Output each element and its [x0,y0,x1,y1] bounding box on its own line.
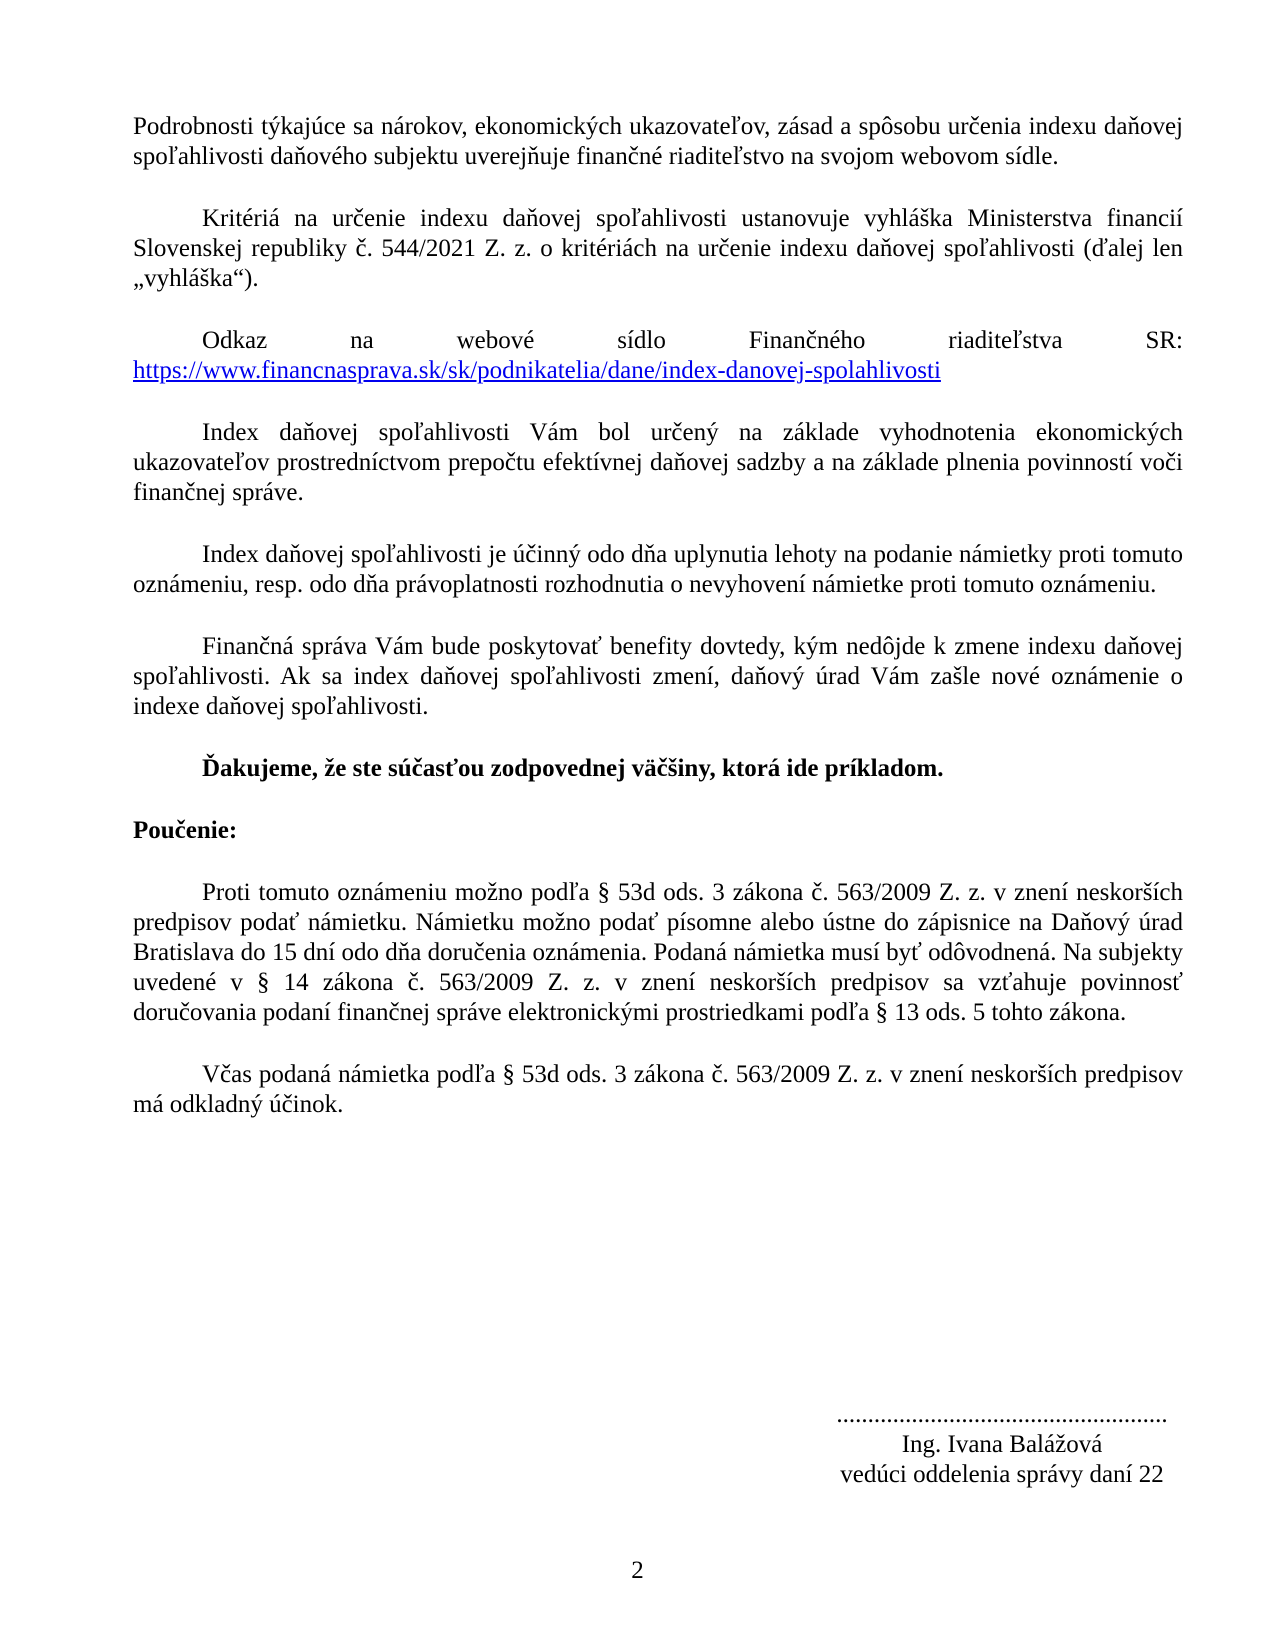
signature-role: vedúci oddelenia správy daní 22 [840,1461,1164,1488]
paragraph-odkaz [133,326,1183,386]
paragraph-index-ucinny: Index daňovej spoľahlivosti je účinný odo dňa uplynutia lehoty na podanie námietky proti tomuto oznámeniu, resp. odo dňa právoplatnosti rozhodnutia o nevyhovení námietke proti tomuto oznámeniu. [133,541,1183,598]
signature-dotted-line: ..................................................... [836,1401,1168,1428]
paragraph-poucenie-2: Včas podaná námietka podľa § 53d ods. 3 zákona č. 563/2009 Z. z. v znení neskorších predpisov má odkladný účinok. [133,1061,1183,1118]
signature-block [821,1400,1183,1490]
paragraph-podrobnosti: Podrobnosti týkajúce sa nárokov, ekonomických ukazovateľov, zásad a spôsobu určenia indexu daňovej spoľahlivosti daňového subjektu uverejňuje finančné riaditeľstvo na svojom webovom sídle. [133,113,1183,170]
paragraph-odkaz-prefix: Odkaz na webové sídlo Finančného riaditeľstva SR: [202,327,1183,354]
paragraph-kriteria: Kritériá na určenie indexu daňovej spoľahlivosti ustanovuje vyhláška Ministerstva financií Slovenskej republiky č. 544/2021 Z. z. o kritériách na určenie indexu daňovej spoľahlivosti (ďalej len „vyhláška“). [133,205,1183,292]
paragraph-benefity: Finančná správa Vám bude poskytovať benefity dovtedy, kým nedôjde k zmene indexu daňovej spoľahlivosti. Ak sa index daňovej spoľahlivosti zmení, daňový úrad Vám zašle nové oznámenie o indexe daňovej spoľahlivosti. [133,633,1183,720]
signature-name: Ing. Ivana Balážová [901,1431,1103,1458]
heading-poucenie: Poučenie: [133,817,238,844]
paragraph-thanks: Ďakujeme, že ste súčasťou zodpovednej väčšiny, ktorá ide príkladom. [202,755,944,782]
paragraph-poucenie-1: Proti tomuto oznámeniu možno podľa § 53d ods. 3 zákona č. 563/2009 Z. z. v znení neskorších predpisov podať námietku. Námietku možno podať písomne alebo ústne do zápisnice na Daňový úrad Bratislava do 15 dní odo dňa doručenia oznámenia. Podaná námietka musí byť odôvodnená. Na subjekty uvedené v § 14 zákona č. 563/2009 Z. z. v znení neskorších predpisov sa vzťahuje povinnosť doručovania podaní finančnej správe elektronickými prostriedkami podľa § 13 ods. 5 tohto zákona. [133,879,1183,1026]
page-number: 2 [631,1557,644,1584]
financnasprava-link[interactable]: https://www.financnasprava.sk/sk/podnikatelia/dane/index-danovej-spolahlivosti [133,357,941,384]
paragraph-index-urceny: Index daňovej spoľahlivosti Vám bol určený na základe vyhodnotenia ekonomických ukazovateľov prostredníctvom prepočtu efektívnej daňovej sadzby a na základe plnenia povinností voči finančnej správe. [133,419,1183,506]
